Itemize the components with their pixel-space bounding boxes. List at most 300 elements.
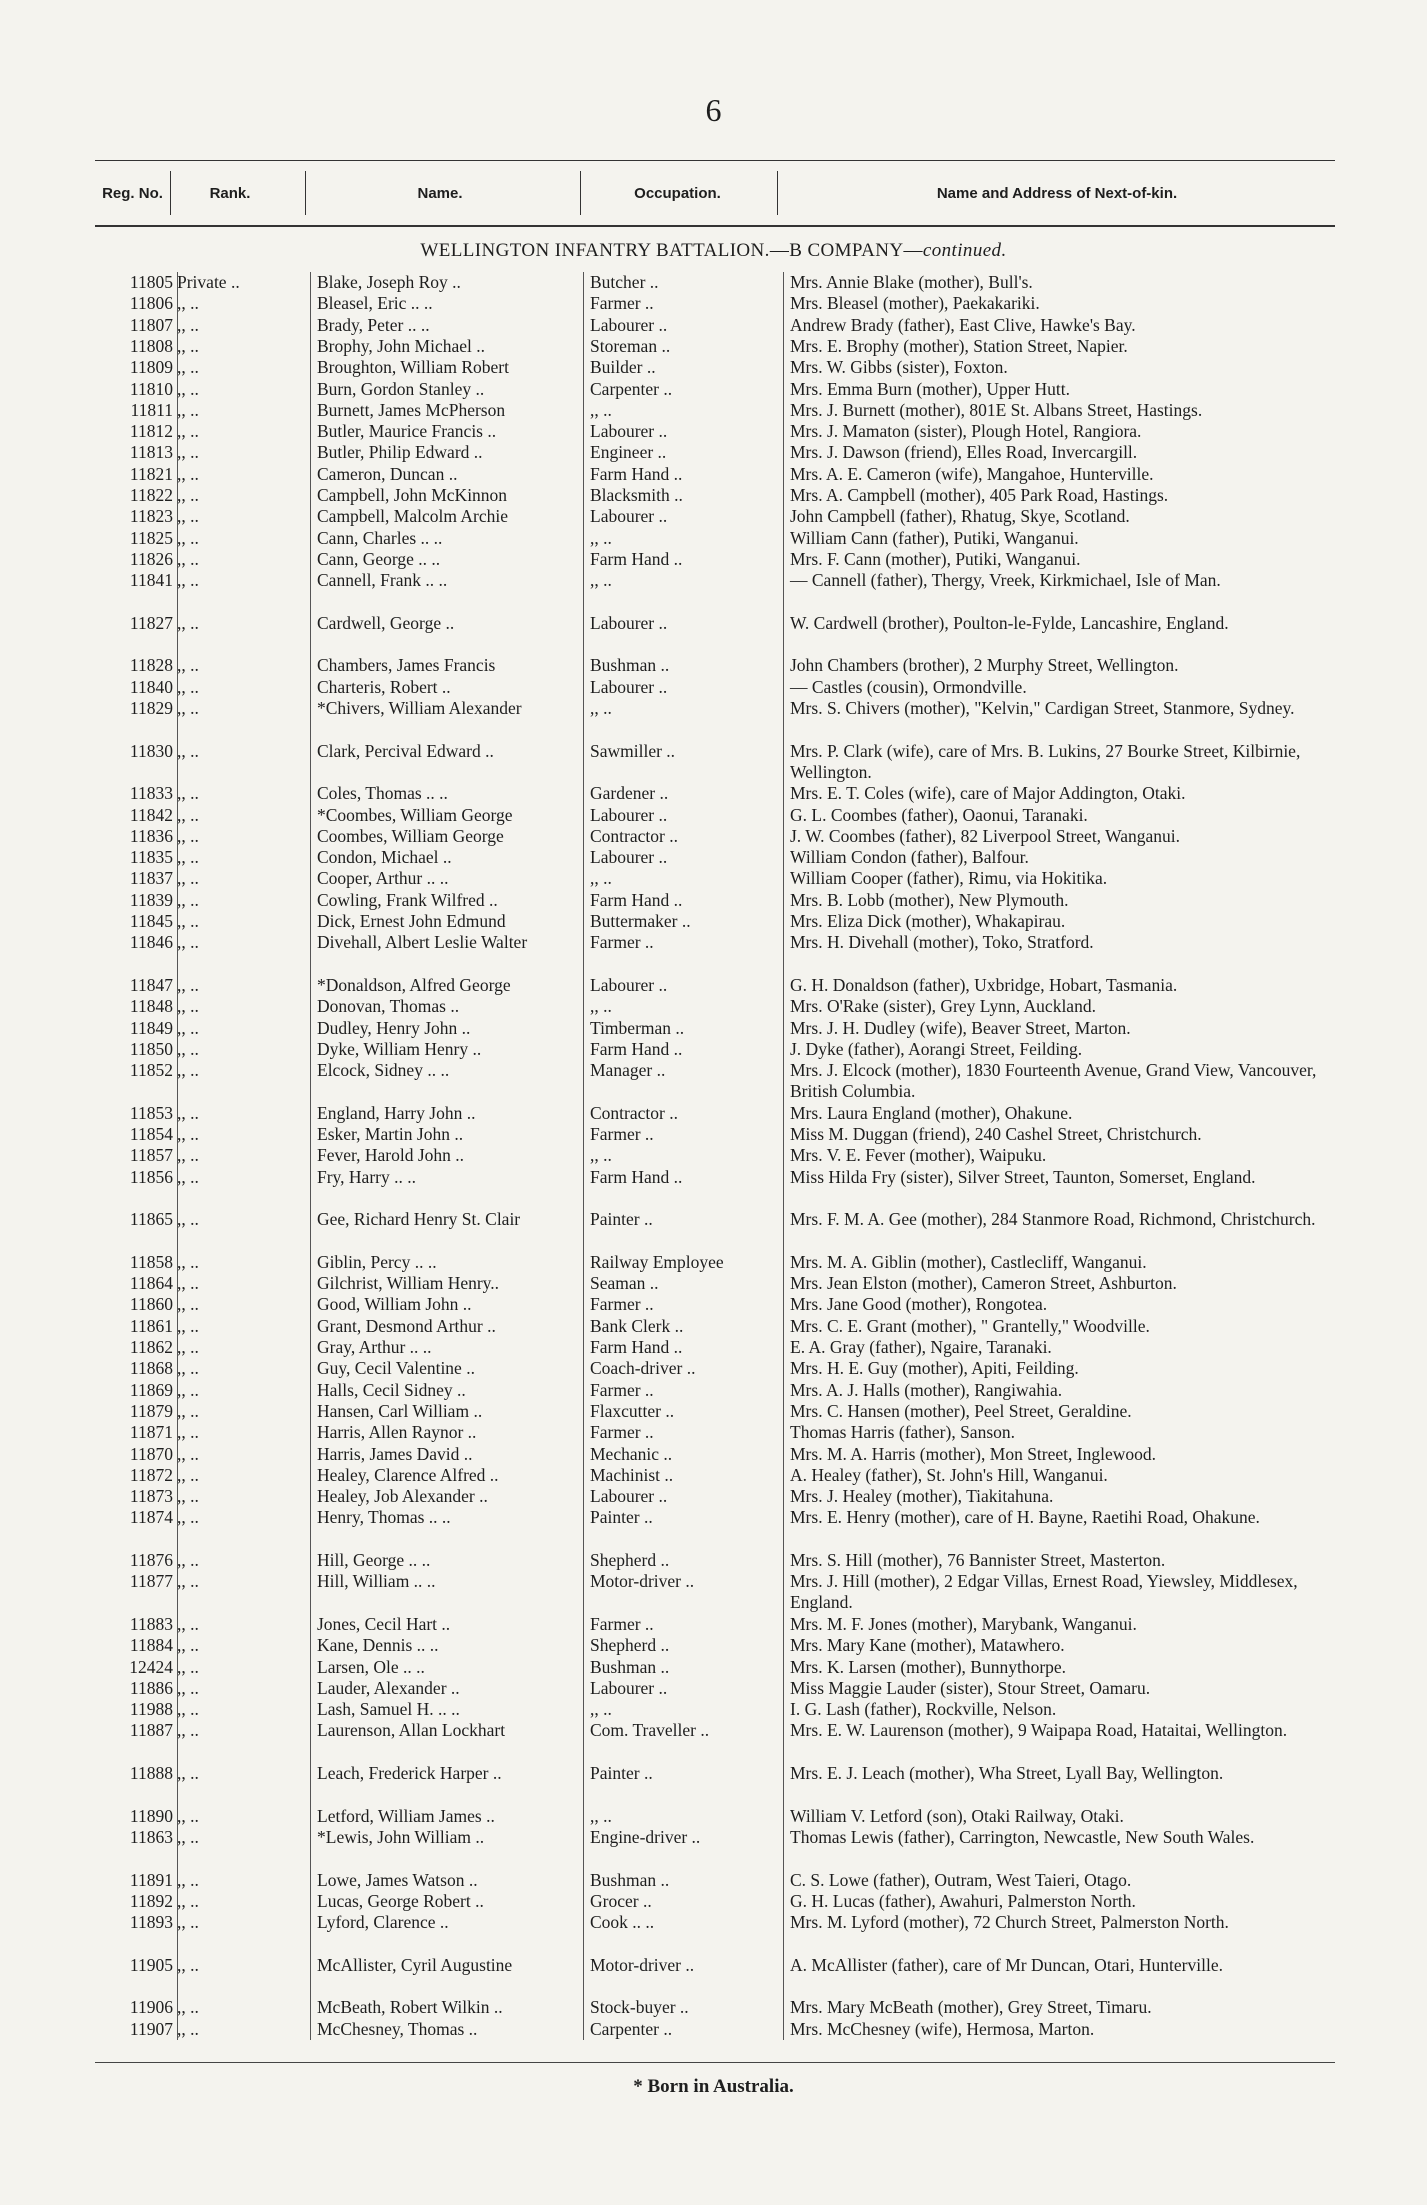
cell-reg-no: 11828 (129, 655, 173, 676)
cell-reg-no: 11806 (129, 293, 173, 314)
cell-reg-no: 11877 (129, 1571, 173, 1592)
cell-occupation: Bushman .. (590, 1656, 670, 1677)
table-row (95, 1870, 1355, 1891)
table-row (95, 379, 1355, 400)
cell-reg-no: 11988 (129, 1699, 173, 1720)
cell-occupation: Contractor .. (590, 1102, 678, 1123)
cell-rank: ,, .. (177, 868, 199, 889)
rule-reg (177, 272, 178, 2040)
cell-rank: ,, .. (177, 740, 199, 761)
cell-name: Hill, William .. .. (317, 1571, 436, 1592)
cell-next-of-kin: Mrs. V. E. Fever (mother), Waipuku. (790, 1145, 1047, 1166)
cell-next-of-kin: Mrs. H. Divehall (mother), Toko, Stratford. (790, 932, 1094, 953)
table-row (95, 805, 1355, 826)
cell-rank: ,, .. (177, 1294, 199, 1315)
table-row (95, 442, 1355, 463)
cell-next-of-kin: Mrs. E. Brophy (mother), Station Street, Napier. (790, 335, 1128, 356)
cell-next-of-kin: John Chambers (brother), 2 Murphy Street, Wellington. (790, 655, 1179, 676)
cell-rank: ,, .. (177, 1890, 199, 1911)
cell-next-of-kin: Mrs. Jane Good (mother), Rongotea. (790, 1294, 1048, 1315)
cell-occupation: Grocer .. (590, 1890, 652, 1911)
cell-occupation: Labourer .. (590, 421, 668, 442)
table-row (95, 868, 1355, 889)
cell-next-of-kin: Mrs. S. Chivers (mother), "Kelvin," Cardigan Street, Stanmore, Sydney. (790, 698, 1295, 718)
table-row (95, 549, 1355, 570)
cell-rank: ,, .. (177, 1613, 199, 1634)
cell-rank: ,, .. (177, 506, 199, 527)
cell-occupation: Labourer .. (590, 1486, 668, 1507)
cell-rank: ,, .. (177, 1464, 199, 1485)
cell-next-of-kin: Mrs. J. Elcock (mother), 1830 Fourteenth Avenue, Grand View, Vancouver, British Columbia. (790, 1060, 1317, 1102)
cell-occupation: Carpenter .. (590, 2018, 673, 2039)
table-row (95, 1465, 1355, 1486)
cell-rank: ,, .. (177, 442, 199, 463)
cell-occupation: Gardener .. (590, 783, 669, 804)
cell-next-of-kin: — Cannell (father), Thergy, Vreek, Kirkmichael, Isle of Man. (790, 570, 1221, 591)
cell-reg-no: 11876 (129, 1550, 173, 1570)
cell-name: Leach, Frederick Harper .. (317, 1763, 502, 1783)
cell-reg-no: 11856 (129, 1166, 173, 1187)
table-row (95, 698, 1355, 741)
table-row (95, 421, 1355, 442)
cell-name: Chambers, James Francis (317, 655, 496, 676)
cell-reg-no: 11829 (129, 698, 173, 718)
cell-name: Dick, Ernest John Edmund (317, 911, 506, 931)
cell-name: Kane, Dennis .. .. (317, 1635, 439, 1656)
cell-occupation: Timberman .. (590, 1017, 685, 1038)
cell-occupation: Coach-driver .. (590, 1358, 696, 1379)
table-row (95, 315, 1355, 336)
cell-occupation: ,, .. (590, 868, 612, 889)
cell-occupation: Com. Traveller .. (590, 1720, 710, 1741)
cell-name: Cooper, Arthur .. .. (317, 868, 449, 889)
table-row (95, 1252, 1355, 1273)
cell-name: Cowling, Frank Wilfred .. (317, 889, 498, 910)
cell-name: Blake, Joseph Roy .. (317, 272, 461, 292)
cell-occupation: Farm Hand .. (590, 1337, 683, 1357)
cell-name: Butler, Philip Edward .. (317, 442, 483, 463)
table-row (95, 655, 1355, 676)
cell-occupation: Farm Hand .. (590, 463, 683, 484)
cell-rank: ,, .. (177, 1209, 199, 1230)
cell-name: Harris, Allen Raynor .. (317, 1422, 477, 1443)
cell-name: Letford, William James .. (317, 1805, 495, 1826)
cell-reg-no: 11907 (129, 2018, 173, 2039)
cell-rank: ,, .. (177, 1400, 199, 1421)
cell-name: Cannell, Frank .. .. (317, 570, 448, 591)
cell-next-of-kin: Mrs. A. E. Cameron (wife), Mangahoe, Hunterville. (790, 463, 1154, 484)
cell-next-of-kin: Mrs. McChesney (wife), Hermosa, Marton. (790, 2018, 1095, 2039)
table-header (95, 160, 1335, 227)
cell-reg-no: 11887 (129, 1720, 173, 1741)
cell-rank: ,, .. (177, 612, 199, 633)
cell-name: Cann, George .. .. (317, 548, 441, 569)
table-row (95, 1145, 1355, 1166)
cell-reg-no: 11874 (129, 1507, 173, 1528)
cell-reg-no: 11861 (129, 1315, 173, 1336)
cell-next-of-kin: Mrs. E. Henry (mother), care of H. Bayne, Raetihi Road, Ohakune. (790, 1507, 1260, 1528)
cell-name: Campbell, John McKinnon (317, 485, 508, 505)
cell-name: Broughton, William Robert (317, 357, 509, 378)
cell-reg-no: 11873 (129, 1486, 173, 1507)
header-reg-no: Reg. No. (102, 184, 163, 202)
cell-name: Jones, Cecil Hart .. (317, 1613, 451, 1634)
cell-reg-no: 11883 (129, 1613, 173, 1634)
cell-occupation: Buttermaker .. (590, 911, 691, 931)
cell-next-of-kin: Mrs. C. E. Grant (mother), " Grantelly," Woodville. (790, 1315, 1150, 1336)
cell-name: *Chivers, William Alexander (317, 698, 522, 718)
cell-rank: ,, .. (177, 1166, 199, 1187)
cell-reg-no: 11842 (129, 804, 173, 825)
table-row (95, 1422, 1355, 1443)
cell-reg-no: 11813 (129, 442, 173, 463)
table-row (95, 741, 1355, 784)
header-rank: Rank. (209, 184, 251, 202)
section-title-main: WELLINGTON INFANTRY BATTALION.—B COMPANY— (420, 240, 923, 261)
cell-reg-no: 11839 (129, 889, 173, 910)
cell-next-of-kin: Mrs. H. E. Guy (mother), Apiti, Feilding. (790, 1358, 1079, 1379)
cell-name: Esker, Martin John .. (317, 1124, 464, 1144)
cell-reg-no: 11835 (129, 847, 173, 868)
cell-name: Harris, James David .. (317, 1443, 473, 1464)
cell-occupation: Farm Hand .. (590, 548, 683, 569)
cell-name: Cardwell, George .. (317, 612, 455, 633)
cell-next-of-kin: Mrs. J. Burnett (mother), 801E St. Albans Street, Hastings. (790, 399, 1203, 420)
cell-next-of-kin: G. H. Donaldson (father), Uxbridge, Hobart, Tasmania. (790, 974, 1178, 995)
cell-rank: ,, .. (177, 911, 199, 931)
table-row (95, 847, 1355, 868)
table-row (95, 1039, 1355, 1060)
cell-rank: ,, .. (177, 485, 199, 505)
table-row (95, 1912, 1355, 1955)
cell-rank: ,, .. (177, 1805, 199, 1826)
cell-occupation: ,, .. (590, 996, 612, 1017)
cell-next-of-kin: Mrs. Mary McBeath (mother), Grey Street, Timaru. (790, 1997, 1152, 2018)
table-row (95, 1891, 1355, 1912)
cell-next-of-kin: G. H. Lucas (father), Awahuri, Palmerston North. (790, 1890, 1136, 1911)
cell-occupation: Contractor .. (590, 825, 678, 846)
cell-occupation: Shepherd .. (590, 1550, 670, 1570)
cell-rank: ,, .. (177, 1145, 199, 1166)
cell-rank: ,, .. (177, 1550, 199, 1570)
cell-occupation: Manager .. (590, 1060, 666, 1081)
cell-name: Good, William John .. (317, 1294, 472, 1315)
cell-occupation: Carpenter .. (590, 378, 673, 399)
table-row (95, 528, 1355, 549)
cell-occupation: Farm Hand .. (590, 889, 683, 910)
cell-rank: ,, .. (177, 1826, 199, 1847)
cell-occupation: Builder .. (590, 357, 656, 378)
cell-rank: ,, .. (177, 2018, 199, 2039)
cell-occupation: ,, .. (590, 698, 612, 718)
cell-next-of-kin: Mrs. M. Lyford (mother), 72 Church Street, Palmerston North. (790, 1912, 1229, 1933)
cell-rank: ,, .. (177, 1869, 199, 1890)
footnote: * Born in Australia. (633, 2076, 794, 2097)
cell-rank: ,, .. (177, 804, 199, 825)
cell-name: Gray, Arthur .. .. (317, 1337, 432, 1357)
cell-reg-no: 11823 (129, 506, 173, 527)
cell-reg-no: 11822 (129, 485, 173, 505)
cell-rank: ,, .. (177, 847, 199, 868)
cell-rank: ,, .. (177, 1102, 199, 1123)
cell-next-of-kin: Mrs. S. Hill (mother), 76 Bannister Street, Masterton. (790, 1550, 1166, 1570)
rule-occupation (783, 272, 784, 2040)
cell-next-of-kin: William Cann (father), Putiki, Wanganui. (790, 527, 1079, 548)
cell-next-of-kin: Mrs. B. Lobb (mother), New Plymouth. (790, 889, 1069, 910)
cell-name: Lash, Samuel H. .. .. (317, 1699, 460, 1720)
cell-rank: ,, .. (177, 314, 199, 335)
cell-name: Donovan, Thomas .. (317, 996, 460, 1017)
cell-rank: ,, .. (177, 783, 199, 804)
cell-name: Fry, Harry .. .. (317, 1166, 416, 1187)
table-row (95, 1827, 1355, 1870)
section-title-suffix: continued. (922, 240, 1007, 261)
cell-next-of-kin: E. A. Gray (father), Ngaire, Taranaki. (790, 1337, 1052, 1357)
table-row (95, 336, 1355, 357)
cell-reg-no: 11848 (129, 996, 173, 1017)
cell-rank: ,, .. (177, 1912, 199, 1933)
cell-next-of-kin: Mrs. F. Cann (mother), Putiki, Wanganui. (790, 548, 1081, 569)
table-row (95, 932, 1355, 975)
table-row (95, 996, 1355, 1017)
cell-rank: ,, .. (177, 335, 199, 356)
cell-occupation: Engineer .. (590, 442, 667, 463)
cell-next-of-kin: Mrs. M. A. Harris (mother), Mon Street, Inglewood. (790, 1443, 1156, 1464)
cell-next-of-kin: Mrs. J. Healey (mother), Tiakitahuna. (790, 1486, 1054, 1507)
cell-rank: ,, .. (177, 399, 199, 420)
cell-occupation: ,, .. (590, 570, 612, 591)
table-row (95, 1316, 1355, 1337)
table-row (95, 1209, 1355, 1252)
cell-reg-no: 11854 (129, 1124, 173, 1144)
table-row (95, 1507, 1355, 1550)
cell-next-of-kin: Mrs. C. Hansen (mother), Peel Street, Geraldine. (790, 1400, 1132, 1421)
table-row (95, 485, 1355, 506)
cell-name: Healey, Job Alexander .. (317, 1486, 488, 1507)
cell-rank: ,, .. (177, 996, 199, 1017)
cell-name: Condon, Michael .. (317, 847, 452, 868)
cell-name: Lyford, Clarence .. (317, 1912, 449, 1933)
table-row (95, 1273, 1355, 1294)
cell-next-of-kin: Mrs. J. Dawson (friend), Elles Road, Invercargill. (790, 442, 1138, 463)
table-row (95, 783, 1355, 804)
cell-name: Hansen, Carl William .. (317, 1400, 483, 1421)
cell-next-of-kin: Mrs. Annie Blake (mother), Bull's. (790, 272, 1033, 292)
table-row (95, 2019, 1355, 2040)
cell-occupation: Mechanic .. (590, 1443, 673, 1464)
table-row (95, 464, 1355, 485)
cell-next-of-kin: Mrs. E. T. Coles (wife), care of Major Addington, Otaki. (790, 783, 1186, 804)
table-row (95, 1997, 1355, 2018)
cell-reg-no: 11830 (129, 740, 173, 761)
cell-rank: ,, .. (177, 293, 199, 314)
cell-rank: ,, .. (177, 1720, 199, 1741)
cell-occupation: Shepherd .. (590, 1635, 670, 1656)
cell-reg-no: 11840 (129, 676, 173, 697)
cell-rank: ,, .. (177, 1443, 199, 1464)
cell-rank: ,, .. (177, 463, 199, 484)
cell-name: Guy, Cecil Valentine .. (317, 1358, 475, 1379)
cell-name: Henry, Thomas .. .. (317, 1507, 451, 1528)
cell-reg-no: 11841 (129, 570, 173, 591)
rule-name (583, 272, 584, 2040)
cell-reg-no: 11827 (129, 612, 173, 633)
table-row (95, 1614, 1355, 1635)
cell-reg-no: 11837 (129, 868, 173, 889)
cell-next-of-kin: Mrs. P. Clark (wife), care of Mrs. B. Lukins, 27 Bourke Street, Kilbirnie, Wellington. (790, 740, 1301, 782)
cell-reg-no: 11853 (129, 1102, 173, 1123)
table-row (95, 1167, 1355, 1210)
cell-occupation: Flaxcutter .. (590, 1400, 675, 1421)
table-row (95, 1124, 1355, 1145)
cell-name: *Lewis, John William .. (317, 1826, 485, 1847)
table-row (95, 1060, 1355, 1103)
cell-occupation: ,, .. (590, 527, 612, 548)
cell-next-of-kin: Mrs. K. Larsen (mother), Bunnythorpe. (790, 1656, 1067, 1677)
cell-reg-no: 11870 (129, 1443, 173, 1464)
cell-reg-no: 11845 (129, 911, 173, 931)
cell-rank: ,, .. (177, 655, 199, 676)
cell-rank: ,, .. (177, 1315, 199, 1336)
cell-next-of-kin: Mrs. W. Gibbs (sister), Foxton. (790, 357, 1008, 378)
cell-reg-no: 11871 (129, 1422, 173, 1443)
cell-rank: ,, .. (177, 889, 199, 910)
header-name: Name. (417, 184, 463, 202)
cell-next-of-kin: Mrs. Bleasel (mother), Paekakariki. (790, 293, 1040, 314)
cell-name: Burn, Gordon Stanley .. (317, 378, 485, 399)
cell-reg-no: 11890 (129, 1805, 173, 1826)
table-row (95, 1018, 1355, 1039)
cell-rank: ,, .. (177, 1358, 199, 1379)
cell-occupation: Seaman .. (590, 1273, 659, 1294)
table-row (95, 1720, 1355, 1763)
cell-name: Coombes, William George (317, 825, 504, 846)
cell-reg-no: 11809 (129, 357, 173, 378)
cell-reg-no: 11846 (129, 932, 173, 953)
cell-next-of-kin: Mrs. A. Campbell (mother), 405 Park Road, Hastings. (790, 485, 1169, 505)
cell-reg-no: 11805 (129, 272, 173, 292)
cell-reg-no: 11884 (129, 1635, 173, 1656)
table-row (95, 1678, 1355, 1699)
cell-reg-no: 11807 (129, 314, 173, 335)
table-row (95, 357, 1355, 378)
cell-occupation: Stock-buyer .. (590, 1997, 689, 2018)
table-row (95, 1486, 1355, 1507)
cell-occupation: Labourer .. (590, 676, 668, 697)
cell-name: Grant, Desmond Arthur .. (317, 1315, 496, 1336)
cell-occupation: Engine-driver .. (590, 1826, 701, 1847)
cell-reg-no: 11862 (129, 1337, 173, 1357)
cell-name: Burnett, James McPherson (317, 399, 506, 420)
cell-next-of-kin: Miss M. Duggan (friend), 240 Cashel Street, Christchurch. (790, 1124, 1202, 1144)
cell-rank: ,, .. (177, 1677, 199, 1698)
cell-occupation: Motor-driver .. (590, 1571, 695, 1592)
cell-next-of-kin: Thomas Lewis (father), Carrington, Newcastle, New South Wales. (790, 1826, 1255, 1847)
cell-occupation: ,, .. (590, 399, 612, 420)
table-row (95, 1763, 1355, 1806)
cell-name: Charteris, Robert .. (317, 676, 451, 697)
table-row (95, 272, 1355, 293)
cell-name: Divehall, Albert Leslie Walter (317, 932, 528, 953)
cell-rank: ,, .. (177, 570, 199, 591)
cell-name: *Donaldson, Alfred George (317, 974, 511, 995)
cell-next-of-kin: Mrs. Mary Kane (mother), Matawhero. (790, 1635, 1065, 1656)
footer-divider (95, 2062, 1335, 2063)
table-row (95, 1550, 1355, 1571)
cell-rank: ,, .. (177, 1422, 199, 1443)
cell-next-of-kin: Mrs. J. H. Dudley (wife), Beaver Street, Marton. (790, 1017, 1131, 1038)
table-row (95, 1444, 1355, 1465)
cell-next-of-kin: Mrs. F. M. A. Gee (mother), 284 Stanmore Road, Richmond, Christchurch. (790, 1209, 1316, 1230)
cell-reg-no: 12424 (129, 1656, 173, 1677)
cell-name: Clark, Percival Edward .. (317, 740, 494, 761)
cell-name: England, Harry John .. (317, 1102, 476, 1123)
cell-occupation: ,, .. (590, 1805, 612, 1826)
cell-next-of-kin: Thomas Harris (father), Sanson. (790, 1422, 1016, 1443)
cell-name: Lauder, Alexander .. (317, 1677, 460, 1698)
cell-occupation: Labourer .. (590, 1677, 668, 1698)
cell-rank: ,, .. (177, 1124, 199, 1144)
cell-occupation: Machinist .. (590, 1464, 674, 1485)
cell-next-of-kin: Mrs. O'Rake (sister), Grey Lynn, Auckland. (790, 996, 1096, 1017)
cell-rank: ,, .. (177, 1251, 199, 1272)
cell-name: Halls, Cecil Sidney .. (317, 1379, 466, 1400)
cell-name: Cameron, Duncan .. (317, 463, 458, 484)
cell-name: Butler, Maurice Francis .. (317, 421, 497, 442)
cell-occupation: Painter .. (590, 1507, 653, 1528)
cell-next-of-kin: Mrs. J. Mamaton (sister), Plough Hotel, Rangiora. (790, 421, 1142, 442)
cell-next-of-kin: Mrs. Laura England (mother), Ohakune. (790, 1102, 1073, 1123)
cell-next-of-kin: William V. Letford (son), Otaki Railway, Otaki. (790, 1805, 1124, 1826)
cell-reg-no: 11864 (129, 1273, 173, 1294)
cell-rank: ,, .. (177, 1763, 199, 1783)
cell-rank: ,, .. (177, 378, 199, 399)
cell-next-of-kin: J. Dyke (father), Aorangi Street, Feilding. (790, 1038, 1083, 1059)
cell-rank: ,, .. (177, 825, 199, 846)
rule-rank (310, 272, 311, 2040)
cell-reg-no: 11826 (129, 548, 173, 569)
cell-name: Elcock, Sidney .. .. (317, 1060, 450, 1081)
cell-rank: ,, .. (177, 932, 199, 953)
table-row (95, 677, 1355, 698)
cell-rank: ,, .. (177, 1571, 199, 1592)
cell-next-of-kin: G. L. Coombes (father), Oaonui, Taranaki. (790, 804, 1088, 825)
table-row (95, 826, 1355, 847)
cell-name: Dyke, William Henry .. (317, 1038, 482, 1059)
cell-name: Lowe, James Watson .. (317, 1869, 478, 1890)
cell-next-of-kin: A. McAllister (father), care of Mr Duncan, Otari, Hunterville. (790, 1954, 1223, 1975)
cell-reg-no: 11811 (130, 399, 173, 420)
cell-rank: ,, .. (177, 698, 199, 718)
cell-rank: ,, .. (177, 1273, 199, 1294)
cell-occupation: Painter .. (590, 1209, 653, 1230)
cell-reg-no: 11836 (129, 825, 173, 846)
table-row (95, 1571, 1355, 1614)
cell-next-of-kin: Mrs. J. Hill (mother), 2 Edgar Villas, Ernest Road, Yiewsley, Middlesex, England. (790, 1571, 1298, 1613)
cell-next-of-kin: Miss Maggie Lauder (sister), Stour Street, Oamaru. (790, 1677, 1151, 1698)
cell-reg-no: 11893 (129, 1912, 173, 1933)
cell-next-of-kin: Mrs. Emma Burn (mother), Upper Hutt. (790, 378, 1070, 399)
cell-occupation: Motor-driver .. (590, 1954, 695, 1975)
cell-next-of-kin: J. W. Coombes (father), 82 Liverpool Street, Wanganui. (790, 825, 1180, 846)
table-row (95, 911, 1355, 932)
cell-reg-no: 11808 (129, 335, 173, 356)
cell-rank: ,, .. (177, 1060, 199, 1081)
cell-occupation: Cook .. .. (590, 1912, 655, 1933)
cell-reg-no: 11858 (129, 1251, 173, 1272)
cell-rank: ,, .. (177, 1997, 199, 2018)
cell-next-of-kin: Mrs. E. J. Leach (mother), Wha Street, Lyall Bay, Wellington. (790, 1763, 1224, 1783)
